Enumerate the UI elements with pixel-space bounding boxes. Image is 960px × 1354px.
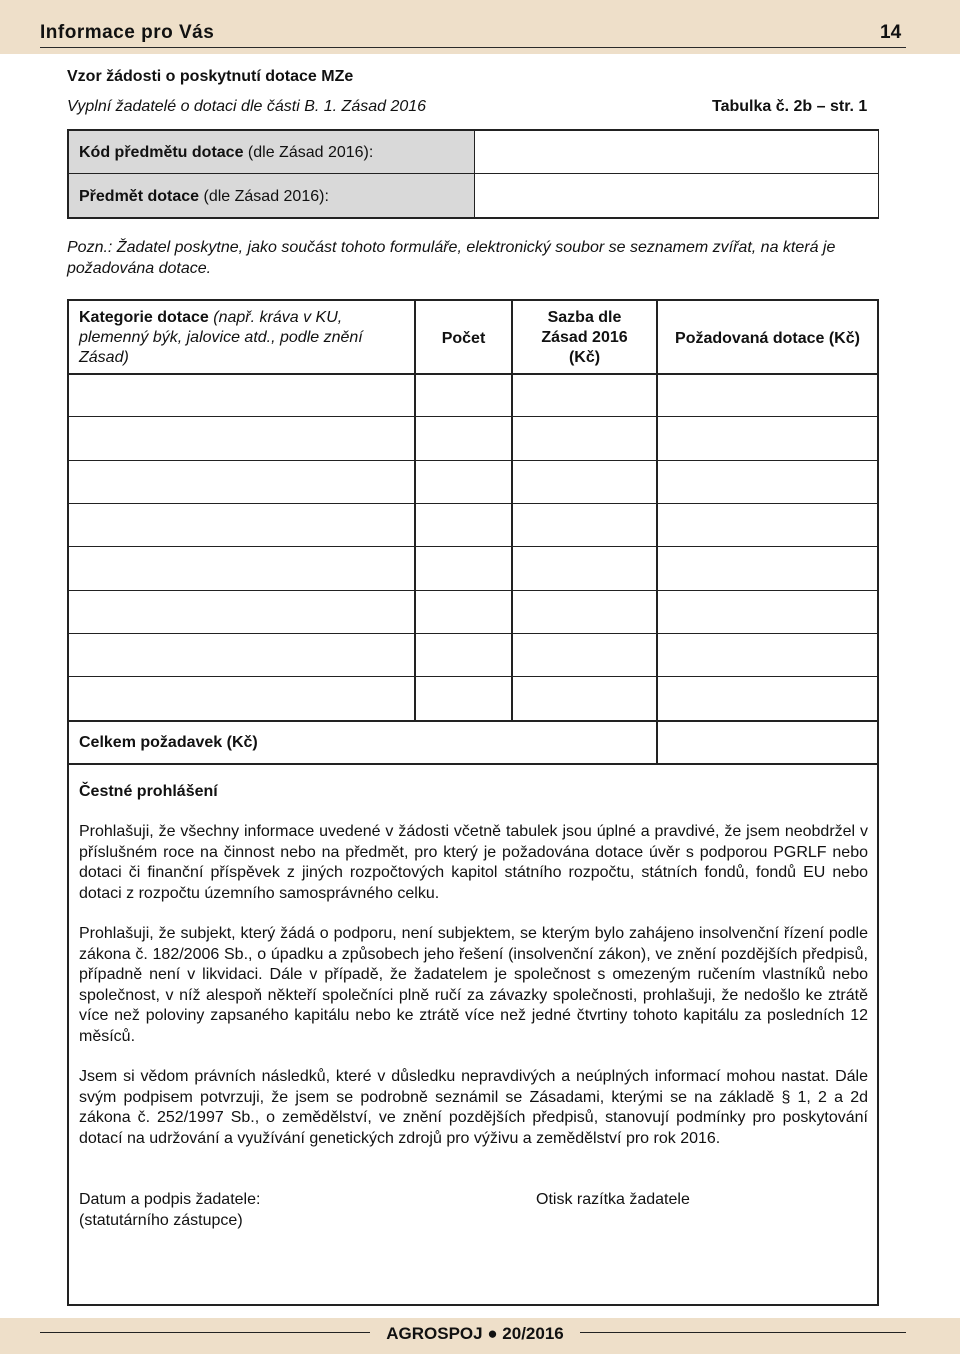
main-table: [67, 299, 879, 1306]
note-text: Pozn.: Žadatel poskytne, jako součást tohoto formuláře, elektronický soubor se seznamem zvířat, na která je požadována dotace.: [67, 239, 836, 277]
requested-subsidy-header: Požadovaná dotace (Kč): [675, 330, 860, 347]
header-title: Informace pro Vás: [40, 22, 215, 43]
stamp-label: Otisk razítka žadatele: [536, 1191, 690, 1208]
header-rule: [40, 47, 906, 48]
total-label: Celkem požadavek (Kč): [79, 734, 258, 751]
subject-code-field[interactable]: [475, 131, 878, 173]
page-number: 14: [880, 22, 902, 43]
subject-input-column: [474, 131, 878, 217]
category-header: Kategorie dotace (např. kráva v KU, plemenný býk, jalovice atd., podle znění Zásad): [79, 309, 363, 366]
header-divider: [69, 373, 877, 375]
declaration-paragraph-2: Prohlašuji, že subjekt, který žádá o podporu, není subjektem, se kterým bylo zahájeno insolvenční řízení podle zákona č. 182/2006 Sb., o úpadku a způsobech jeho řešení (insolvenční zákon), ve znění pozdějších předpisů, případně není v likvidaci. Dále v případě, že žadatelem je společnost s omezeným ručením vlastníků nebo společnost, v níž alespoň někteří společníci plně ručí za závazky společnosti, prohlašuji, že nedošlo ke ztrátě více než poloviny zapsaného kapitálu nebo ke ztrátě více než jedné čtvrtiny tohoto kapitálu za posledních 12 měsíců.: [79, 925, 868, 1045]
col-divider-3: [656, 301, 658, 764]
footer-publication: AGROSPOJ ● 20/2016: [386, 1324, 564, 1343]
subject-name-field[interactable]: [475, 174, 878, 217]
subject-table: [67, 129, 879, 219]
total-bottom-line: [69, 763, 877, 765]
row-line: [69, 503, 877, 504]
total-value-field[interactable]: [658, 722, 877, 763]
declaration-paragraph-1: Prohlašuji, že všechny informace uvedené v žádosti včetně tabulek jsou úplné a pravdivé, že jsem neobdržel v příslušném roce na činnost nebo na předmět, pro který je požadována dotace úvěr s podporou PGRLF nebo dotaci či finanční příspěvek z jiných rozpočtových kapitol státního rozpočtu, státních fondů, fondů EU nebo dotaci z rozpočtu územního samosprávného celku.: [79, 823, 868, 902]
subject-name-label: Předmět dotace (dle Zásad 2016):: [79, 188, 329, 205]
declaration-title: Čestné prohlášení: [79, 783, 218, 800]
count-header: Počet: [441, 330, 486, 347]
row-line: [69, 676, 877, 677]
rate-header: Sazba dle Zásad 2016 (Kč): [541, 309, 628, 366]
col-divider-1: [414, 301, 416, 721]
fill-note: Vyplní žadatelé o dotaci dle části B. 1. Zásad 2016: [67, 98, 427, 115]
row-line: [69, 633, 877, 634]
table-reference: Tabulka č. 2b – str. 1: [712, 98, 868, 115]
row-line: [69, 460, 877, 461]
row-line: [69, 416, 877, 417]
form-heading: Vzor žádosti o poskytnutí dotace MZe: [67, 68, 354, 85]
row-line: [69, 590, 877, 591]
footer-rule-left: [40, 1332, 370, 1333]
signature-date-label: Datum a podpis žadatele:: [79, 1191, 261, 1208]
signature-date-sublabel: (statutárního zástupce): [79, 1212, 243, 1229]
row-line: [69, 546, 877, 547]
footer-rule-right: [580, 1332, 906, 1333]
declaration-paragraph-3: Jsem si vědom právních následků, které v důsledku nepravdivých a neúplných informací mohou nastat. Dále svým podpisem potvrzuji, že jsem se podrobně seznámil se Zásadami, kterými se na základě § 1, 2 a 2d zákona č. 252/1997 Sb., o zemědělství, ve znění pozdějších předpisů, stanovují podmínky pro poskytování dotací na udržování a využívání genetických zdrojů pro výživu a zemědělství pro rok 2016.: [79, 1068, 868, 1147]
subject-code-label: Kód předmětu dotace (dle Zásad 2016):: [79, 144, 374, 161]
